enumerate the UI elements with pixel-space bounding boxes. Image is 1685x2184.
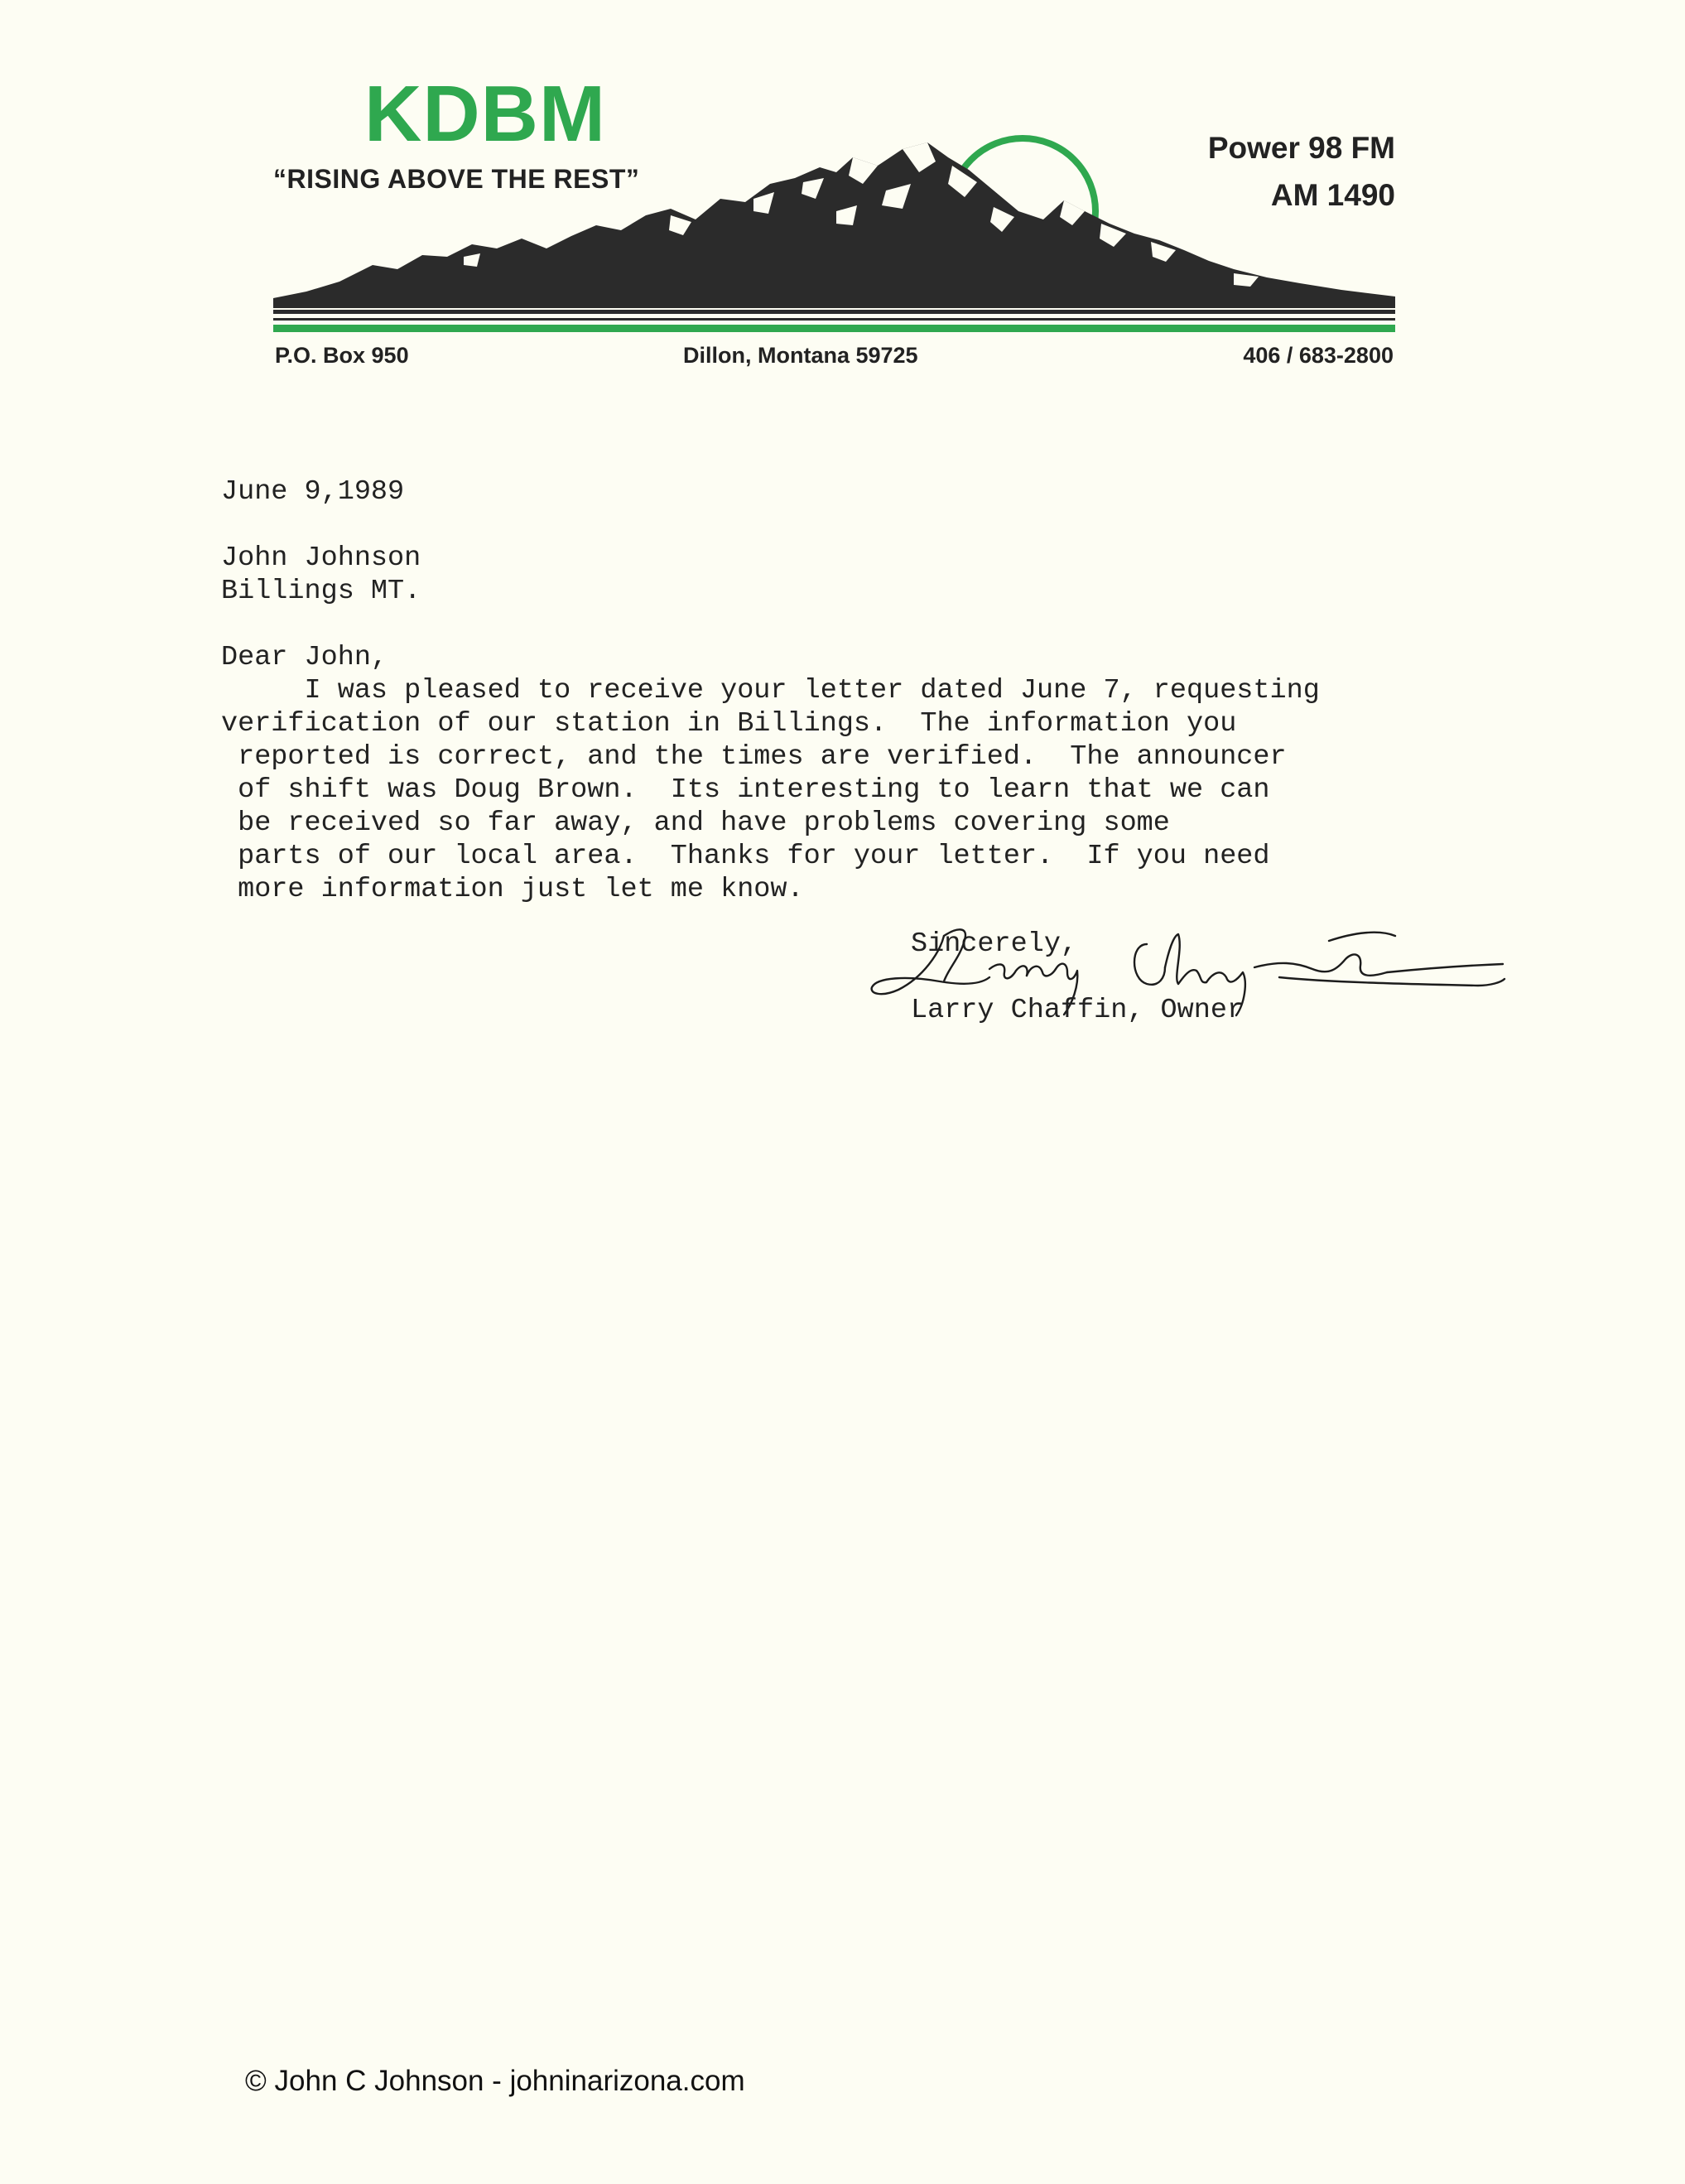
station-slogan: “RISING ABOVE THE REST” xyxy=(273,164,640,194)
am-frequency: AM 1490 xyxy=(1270,178,1395,212)
body-line: be received so far away, and have problems covering some xyxy=(221,808,1170,839)
station-logo: KDBM xyxy=(364,70,606,158)
po-box: P.O. Box 950 xyxy=(275,343,409,368)
body-line: verification of our station in Billings. The information you xyxy=(221,708,1237,740)
body-line: of shift was Doug Brown. Its interesting to learn that we can xyxy=(221,774,1270,806)
closing: Sincerely, xyxy=(911,928,1078,960)
recipient-name: John Johnson xyxy=(221,542,421,574)
letter-date: June 9,1989 xyxy=(221,476,405,508)
mountain-sun-logo-icon xyxy=(273,133,1395,335)
phone-number: 406 / 683-2800 xyxy=(1243,343,1394,368)
fm-frequency: Power 98 FM xyxy=(1207,131,1395,165)
copyright-notice: © John C Johnson - johninarizona.com xyxy=(245,2065,745,2097)
recipient-city: Billings MT. xyxy=(221,576,421,607)
body-line: more information just let me know. xyxy=(221,874,804,905)
salutation: Dear John, xyxy=(221,642,388,673)
signer-name: Larry Chaffin, Owner xyxy=(911,995,1244,1026)
body-line: I was pleased to receive your letter dated June 7, requesting xyxy=(221,675,1320,706)
city-address: Dillon, Montana 59725 xyxy=(683,343,918,368)
body-line: parts of our local area. Thanks for your letter. If you need xyxy=(221,841,1270,872)
body-line: reported is correct, and the times are verified. The announcer xyxy=(221,741,1287,773)
